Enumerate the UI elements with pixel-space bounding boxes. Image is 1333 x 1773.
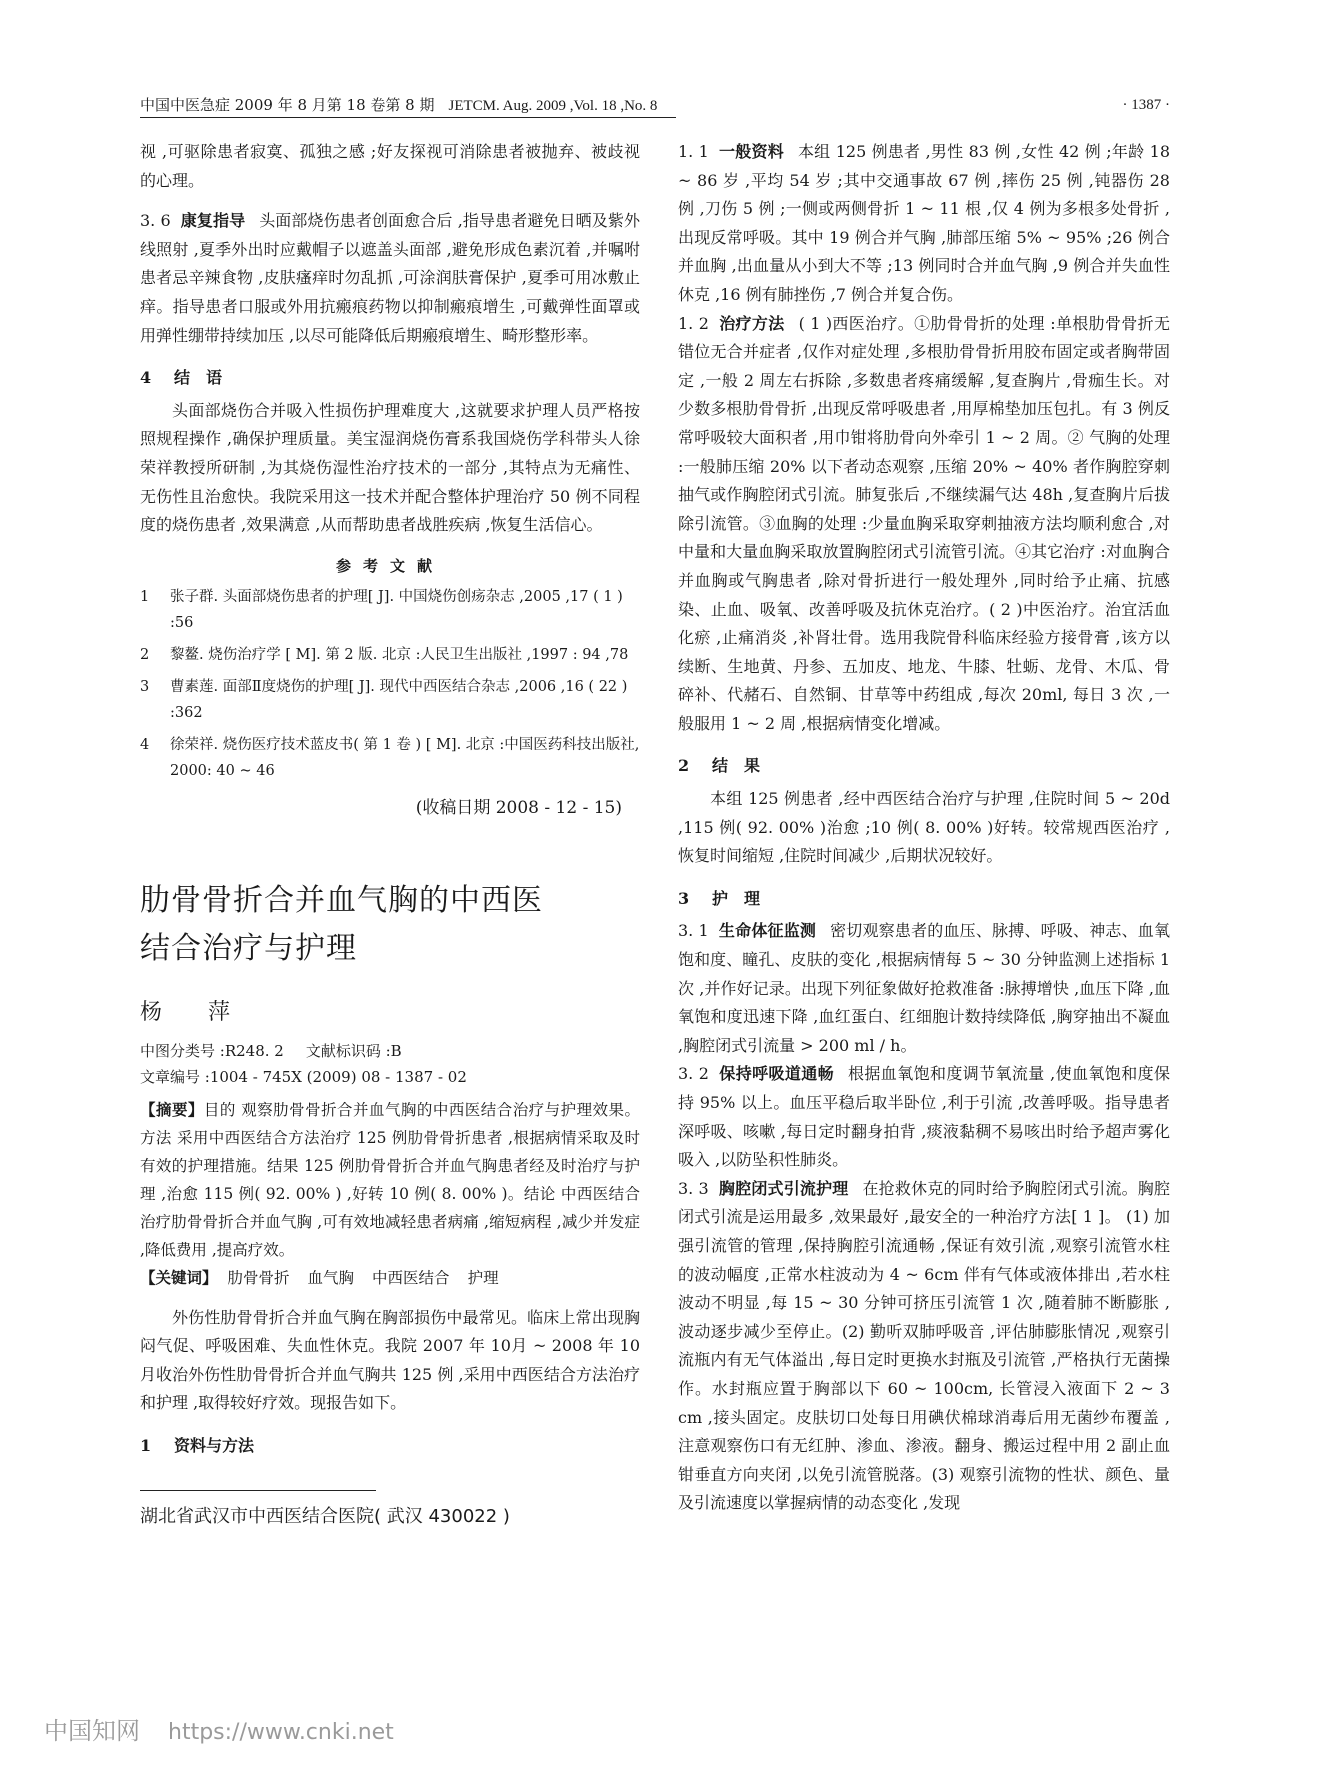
article-title [140,877,640,973]
author-name: 杨 萍 [140,999,243,1025]
section-4-title: 结 语 [174,368,223,388]
keyword: 肋骨骨折 [227,1268,290,1287]
section-1-1-number: 1. 1 [678,142,709,161]
section-2-number: 2 [678,756,690,776]
section-3-1-title: 生命体征监测 [718,921,817,941]
reference-list [140,584,640,784]
section-3-6-title: 康复指导 [180,211,246,231]
section-3-2-body: 根据血氧饱和度调节氧流量 ,使血氧饱和度保持 95% 以上。血压平稳后取半卧位 ,利于引流 ,改善呼吸。指导患者深呼吸、咳嗽 ,每日定时翻身拍背 ,痰液黏稠不易咳出时给予超声雾化吸入 ,以防坠积性肺炎。 [678,1064,1170,1170]
right-column [678,138,1170,1518]
section-3-heading [678,885,1170,914]
affiliation: 湖北省武汉市中西医结合医院( 武汉 430022 ) [140,1506,510,1528]
references-title: 参考文献 [335,556,444,575]
introduction: 外伤性肋骨骨折合并血气胸在胸部损伤中最常见。临床上常出现胸闷气促、呼吸困难、失血性休克。我院 2007 年 10月 ~ 2008 年 10 月收治外伤性肋骨骨折合并血气胸共 125 例 ,采用中西医结合方法治疗和护理 ,取得较好疗效。现报告如下。 [140,1307,640,1413]
section-2-heading [678,752,1170,781]
reference-item: 3 曹素莲. 面部Ⅱ度烧伤的护理[ J]. 现代中西医结合杂志 ,2006 ,16 ( 22 ) :362 [140,679,628,722]
section-3-3-body: 在抢救休克的同时给予胸腔闭式引流。胸腔闭式引流是运用最多 ,效果最好 ,最安全的一种治疗方法[ 1 ]。 (1) 加强引流管的管理 ,保持胸腔引流通畅 ,保证有效引流 ,观察引流管水柱的波动幅度 ,正常水柱波动为 4 ~ 6cm 伴有气体或液体排出 ,若水柱波动不明显 ,每 15 ~ 30 分钟可挤压引流管 1 次 ,随着肺不断膨胀 ,波动逐步减少至停止。(2) 勤听双肺呼吸音 ,评估肺膨胀情况 ,观察引流瓶内有无气体溢出 ,每日定时更换水封瓶及引流管 ,严格执行无菌操作。水封瓶应置于胸部以下 60 ~ 100cm, 长管浸入液面下 2 ~ 3 cm ,接头固定。皮肤切口处每日用碘伏棉球消毒后用无菌纱布覆盖 ,注意观察伤口有无红肿、渗血、渗液。翻身、搬运过程中用 2 副止血钳垂直方向夹闭 ,以免引流管脱落。(3) 观察引流物的性状、颜色、量及引流速度以掌握病情的动态变化 ,发现 [678,1178,1170,1513]
continued-paragraph: 视 ,可驱除患者寂寞、孤独之感 ;好友探视可消除患者被抛弃、被歧视的心理。 [140,142,640,190]
section-3-1-body: 密切观察患者的血压、脉搏、呼吸、神志、血氧饱和度、瞳孔、皮肤的变化 ,根据病情每 5 ~ 30 分钟监测上述指标 1 次 ,并作好记录。出现下列征象做好抢救准备 :脉搏增快 ,血压下降 ,血氧饱和度迅速下降 ,血红蛋白、红细胞计数持续降低 ,胸穿抽出不凝血 ,胸腔闭式引流量 > 200 ml / h。 [678,921,1170,1055]
footnote-rule [140,1490,376,1491]
section-4-number: 4 [140,368,152,388]
article-meta [140,1038,640,1090]
section-4-heading [140,364,640,393]
section-1-heading [140,1432,640,1461]
watermark-brand: 中国知网 [44,1717,140,1745]
section-1-1 [678,138,1170,310]
section-1-2-number: 1. 2 [678,313,709,333]
section-3-3 [678,1175,1170,1518]
article-number: 文章编号 :1004 - 745X (2009) 08 - 1387 - 02 [140,1067,467,1086]
abstract-label: 【摘要】 [140,1099,204,1119]
document-code: 文献标识码 :B [305,1041,402,1060]
section-3-number: 3 [678,888,690,908]
journal-info [140,94,657,117]
section-1-2 [678,310,1170,739]
section-1-1-title: 一般资料 [718,142,784,161]
section-3-2-number: 3. 2 [678,1064,709,1084]
section-1-2-body: ( 1 )西医治疗。①肋骨骨折的处理 :单根肋骨骨折无错位无合并症者 ,仅作对症处理 ,多根肋骨骨折用胶布固定或者胸带固定 ,一般 2 周左右拆除 ,多数患者疼痛缓解 ,复查胸片 ,骨痂生长。对少数多根肋骨骨折 ,出现反常呼吸患者 ,用厚棉垫加压包扎。有 3 例反常呼吸较大面积者 ,用巾钳将肋骨向外牵引 1 ~ 2 周。② 气胸的处理 :一般肺压缩 20% 以下者动态观察 ,压缩 20% ~ 40% 者作胸腔穿刺抽气或作胸腔闭式引流。肺复张后 ,不继续漏气达 48h ,复查胸片后拔除引流管。③血胸的处理 :少量血胸采取穿刺抽液方法均顺利愈合 ,对中量和大量血胸采取放置胸腔闭式引流管引流。④其它治疗 :对血胸合并血胸或气胸患者 ,除对骨折进行一般处理外 ,同时给予止痛、抗感染、止血、吸氧、改善呼吸及抗休克治疗。( 2 )中医治疗。治宜活血化瘀 ,止痛消炎 ,补肾壮骨。选用我院骨科临床经验方接骨膏 ,该方以续断、生地黄、丹参、五加皮、地龙、牛膝、牡蛎、龙骨、木瓜、骨碎补、代赭石、自然铜、甘草等中药组成 ,每次 20ml, 每日 3 次 ,一般服用 1 ~ 2 周 ,根据病情变化增减。 [678,313,1170,733]
section-3-3-number: 3. 3 [678,1178,709,1198]
left-column [140,138,640,1532]
section-3-2 [678,1060,1170,1174]
section-3-3-title: 胸腔闭式引流护理 [718,1178,849,1198]
keyword: 血气胸 [307,1268,355,1287]
section-3-6-number: 3. 6 [140,211,171,231]
received-date: (收稿日期 2008 - 12 - 15) [415,798,622,819]
section-2-body: 本组 125 例患者 ,经中西医结合治疗与护理 ,住院时间 5 ~ 20d ,115 例( 92. 00% )治愈 ;10 例( 8. 00% )好转。较常规西医治疗 ,恢复时间缩短 ,住院时间减少 ,后期状况较好。 [678,789,1170,866]
keyword: 中西医结合 [372,1268,450,1287]
keywords-label: 【关键词】 [140,1267,218,1287]
section-3-title: 护 理 [712,888,761,908]
section-3-6 [140,207,640,350]
header-rule [140,117,676,118]
article-title-line-2: 结合治疗与护理 [140,930,357,966]
running-header [140,94,1170,116]
abstract [140,1096,640,1264]
section-3-6-body: 头面部烧伤患者创面愈合后 ,指导患者避免日晒及紫外线照射 ,夏季外出时应戴帽子以遮盖头面部 ,避免形成色素沉着 ,并嘱咐患者忌辛辣食物 ,皮肤瘙痒时勿乱抓 ,可涂润肤膏保护 ,夏季可用冰敷止痒。指导患者口服或外用抗瘢痕药物以抑制瘢痕增生 ,可戴弹性面罩或用弹性绷带持续加压 ,以尽可能降低后期瘢痕增生、畸形整形率。 [140,211,640,345]
keywords [140,1264,640,1292]
section-3-1 [678,917,1170,1060]
journal-cn: 中国中医急症 2009 年 8 月第 18 卷第 8 期 [140,96,435,114]
clc-number: 中图分类号 :R248. 2 [140,1041,284,1060]
reference-item: 2 黎鳌. 烧伤治疗学 [ M]. 第 2 版. 北京 :人民卫生出版社 ,1997 : 94 ,78 [140,647,629,664]
section-2-title: 结 果 [712,756,761,776]
section-3-2-title: 保持呼吸道通畅 [718,1064,835,1084]
journal-en: JETCM. Aug. 2009 ,Vol. 18 ,No. 8 [448,98,658,114]
section-1-title: 资料与方法 [174,1435,255,1455]
cnki-watermark [44,1711,394,1746]
article-title-line-1: 肋骨骨折合并血气胸的中西医 [140,882,543,918]
page-number: · 1387 · [1122,97,1170,113]
section-1-1-body: 本组 125 例患者 ,男性 83 例 ,女性 42 例 ;年龄 18 ~ 86 岁 ,平均 54 岁 ;其中交通事故 67 例 ,摔伤 25 例 ,钝器伤 28 例 ,刀伤 5 例 ;一侧或两侧骨折 1 ~ 11 根 ,仅 4 例为多根多处骨折 ,出现反常呼吸。其中 19 例合并气胸 ,肺部压缩 5% ~ 95% ;26 例合并血胸 ,出血量从小到大不等 ;13 例同时合并血气胸 ,9 例合并失血性休克 ,16 例有肺挫伤 ,7 例合并复合伤。 [678,142,1170,304]
reference-item: 4 徐荣祥. 烧伤医疗技术蓝皮书( 第 1 卷 ) [ M]. 北京 :中国医药科技出版社, 2000: 40 ~ 46 [140,737,640,780]
reference-item: 1 张子群. 头面部烧伤患者的护理[ J]. 中国烧伤创疡杂志 ,2005 ,17 ( 1 ) :56 [140,589,623,632]
keyword: 护理 [467,1268,499,1287]
section-1-2-title: 治疗方法 [718,313,785,333]
section-4-body: 头面部烧伤合并吸入性损伤护理难度大 ,这就要求护理人员严格按照规程操作 ,确保护理质量。美宝湿润烧伤膏系我国烧伤学科带头人徐荣祥教授所研制 ,为其烧伤湿性治疗技术的一部分 ,其特点为无痛性、无伤性且治愈快。我院采用这一技术并配合整体护理治疗 50 例不同程度的烧伤患者 ,效果满意 ,从而帮助患者战胜疾病 ,恢复生活信心。 [140,400,640,535]
section-3-1-number: 3. 1 [678,921,709,941]
watermark-url: https://www.cnki.net [168,1720,394,1745]
abstract-text: 目的 观察肋骨骨折合并血气胸的中西医结合治疗与护理效果。方法 采用中西医结合方法治疗 125 例肋骨骨折患者 ,根据病情采取及时有效的护理措施。结果 125 例肋骨骨折合并血气胸患者经及时治疗与护理 ,治愈 115 例( 92. 00% ) ,好转 10 例( 8. 00% )。结论 中西医结合治疗肋骨骨折合并血气胸 ,可有效地减轻患者病痛 ,缩短病程 ,减少并发症 ,降低费用 ,提高疗效。 [140,1100,640,1259]
section-1-number: 1 [140,1435,152,1455]
